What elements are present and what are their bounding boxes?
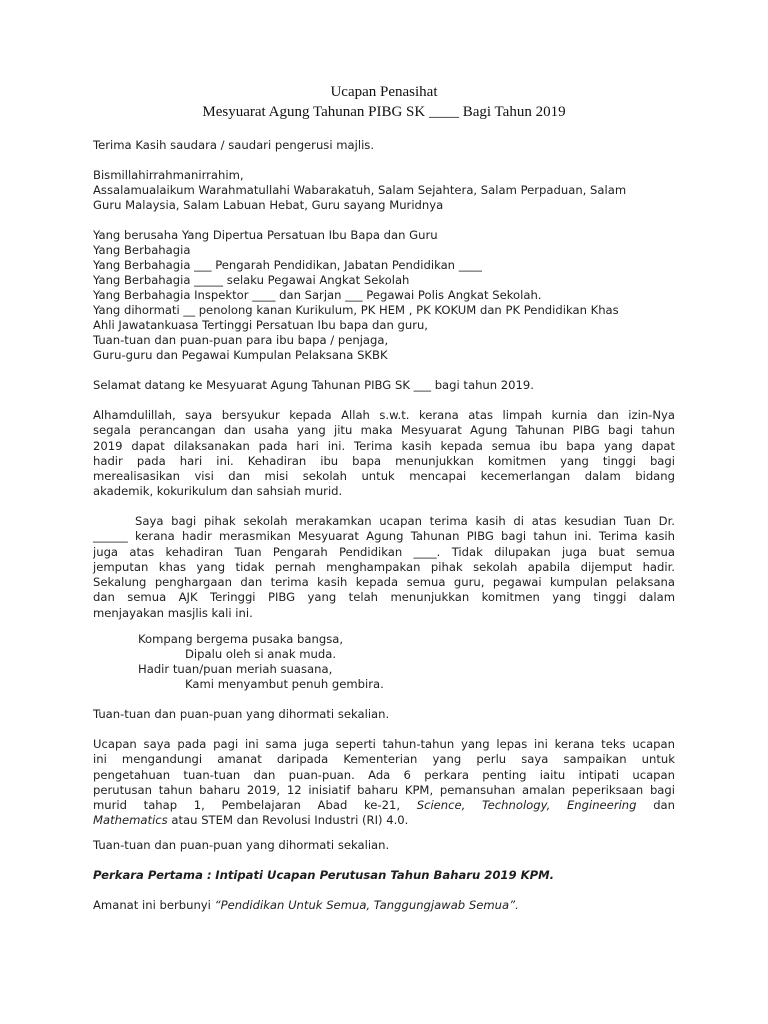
salutation-line: Assalamualaikum Warahmatullahi Wabarakatuh, Salam Sejahtera, Salam Perpaduan, Salam <box>93 183 627 197</box>
paragraph-line: Saya bagi pihak sekolah merakamkan ucapan terima kasih di atas kesudian Tuan Dr. <box>135 514 675 528</box>
paragraph-line: perutusan tahun baharu 2019, 12 inisiatif baharu KPM, pemansuhan amalan peperiksaan bagi <box>93 782 675 797</box>
section-heading <box>93 868 554 883</box>
protocol-line: Yang Berbahagia <box>93 243 191 257</box>
protocol-line: Yang Berbahagia Inspektor ____ dan Sarjan ___ Pegawai Polis Angkat Sekolah. <box>93 288 542 302</box>
paragraph-alhamdulillah <box>93 408 675 500</box>
paragraph-line: dan semua AJK Teringgi PIBG yang telah menunjukkan komitmen yang tinggi dalam <box>93 590 675 605</box>
pantun-line: Dipalu oleh si anak muda. <box>185 647 337 661</box>
paragraph-line: ______ kerana hadir merasmikan Mesyuarat Agung Tahunan PIBG bagi tahun ini. Terima kasih <box>93 529 675 544</box>
protocol-line: Guru-guru dan Pegawai Kumpulan Pelaksana SKBK <box>93 348 388 362</box>
protocol-line: Yang dihormati __ penolong kanan Kurikulum, PK HEM , PK KOKUM dan PK Pendidikan Khas <box>93 303 619 317</box>
paragraph-line: segala perancangan dan usaha yang jitu maka Mesyuarat Agung Tahunan PIBG bagi tahun <box>93 423 675 438</box>
paragraph-line: Sekalung penghargaan dan terima kasih kepada semua guru, pegawai kumpulan pelaksana <box>93 575 675 590</box>
document-subtitle: Mesyuarat Agung Tahunan PIBG SK ____ Bagi Tahun 2019 <box>202 104 566 120</box>
paragraph-line: 2019 dapat dilaksanakan pada hari ini. Terima kasih kepada semua ibu bapa yang dapat <box>93 438 675 453</box>
welcome-line: Selamat datang ke Mesyuarat Agung Tahunan PIBG SK ___ bagi tahun 2019. <box>93 378 534 392</box>
salutation-line: Guru Malaysia, Salam Labuan Hebat, Guru sayang Muridnya <box>93 198 444 212</box>
address-line: Tuan-tuan dan puan-puan yang dihormati sekalian. <box>93 707 390 721</box>
paragraph-line <box>93 798 675 813</box>
protocol-line: Tuan-tuan dan puan-puan para ibu bapa / penjaga, <box>93 333 389 347</box>
stem-terms: Science, Technology, Engineering <box>416 798 637 813</box>
protocol-line: Ahli Jawatankuasa Tertinggi Persatuan Ibu bapa dan guru, <box>93 318 428 332</box>
pantun-line: Hadir tuan/puan meriah suasana, <box>138 662 333 676</box>
paragraph-line: juga atas kehadiran Tuan Pengarah Pendidikan ____. Tidak dilupakan juga buat semua <box>93 544 675 559</box>
paragraph-thanks <box>93 514 675 621</box>
amanat-intro: Amanat ini berbunyi <box>93 898 211 912</box>
paragraph-line: ini mengandungi amanat daripada Kementerian yang perlu saya sampaikan untuk <box>93 752 675 767</box>
line-text: atau STEM dan Revolusi Industri (RI) 4.0. <box>171 813 409 828</box>
line-text: dan <box>653 798 675 813</box>
section-title: Intipati Ucapan Perutusan Tahun Baharu 2019 KPM. <box>215 868 555 882</box>
protocol-line: Yang Berbahagia ___ Pengarah Pendidikan, Jabatan Pendidikan ____ <box>93 258 482 272</box>
pantun-line: Kompang bergema pusaka bangsa, <box>138 632 344 646</box>
paragraph-line: Alhamdulillah, saya bersyukur kepada Allah s.w.t. kerana atas limpah kurnia dan izin-Nya <box>93 408 675 422</box>
paragraph-line <box>93 813 675 828</box>
paragraph-line: hadir pada hari ini. Kehadiran ibu bapa menunjukkan komitmen yang tinggi bagi <box>93 453 675 468</box>
paragraph-line: menjayakan masjlis kali ini. <box>93 605 253 620</box>
address-line: Tuan-tuan dan puan-puan yang dihormati sekalian. <box>93 838 390 852</box>
salutation-line: Bismillahirrahmanirrahim, <box>93 168 244 182</box>
protocol-line: Yang berusaha Yang Dipertua Persatuan Ibu Bapa dan Guru <box>93 228 438 242</box>
paragraph-line: pengetahuan tuan-tuan dan puan-puan. Ada 6 perkara penting iaitu intipati ucapan <box>93 767 675 782</box>
greeting-line: Terima Kasih saudara / saudari pengerusi majlis. <box>93 138 375 152</box>
paragraph-line: Ucapan saya pada pagi ini sama juga seperti tahun-tahun yang lepas ini kerana teks ucapan <box>93 737 675 751</box>
paragraph-ucapan <box>93 737 675 829</box>
section-label: Perkara Pertama : <box>93 868 212 882</box>
stem-terms: Mathematics <box>93 813 168 828</box>
protocol-line: Yang Berbahagia _____ selaku Pegawai Angkat Sekolah <box>93 273 410 287</box>
document-title: Ucapan Penasihat <box>330 84 438 100</box>
amanat-line <box>93 898 519 913</box>
line-text: murid tahap 1, Pembelajaran Abad ke-21, <box>93 798 401 813</box>
paragraph-line: jemputan khas yang tidak pernah menghampakan pihak sekolah apabila dijemput hadir. <box>93 559 675 574</box>
paragraph-line: akademik, kokurikulum dan sahsiah murid. <box>93 484 343 499</box>
pantun-line: Kami menyambut penuh gembira. <box>185 677 384 691</box>
amanat-quote: “Pendidikan Untuk Semua, Tanggungjawab Semua”. <box>214 898 519 912</box>
paragraph-line: merealisasikan visi dan misi sekolah untuk mencapai kecemerlangan dalam bidang <box>93 469 675 484</box>
